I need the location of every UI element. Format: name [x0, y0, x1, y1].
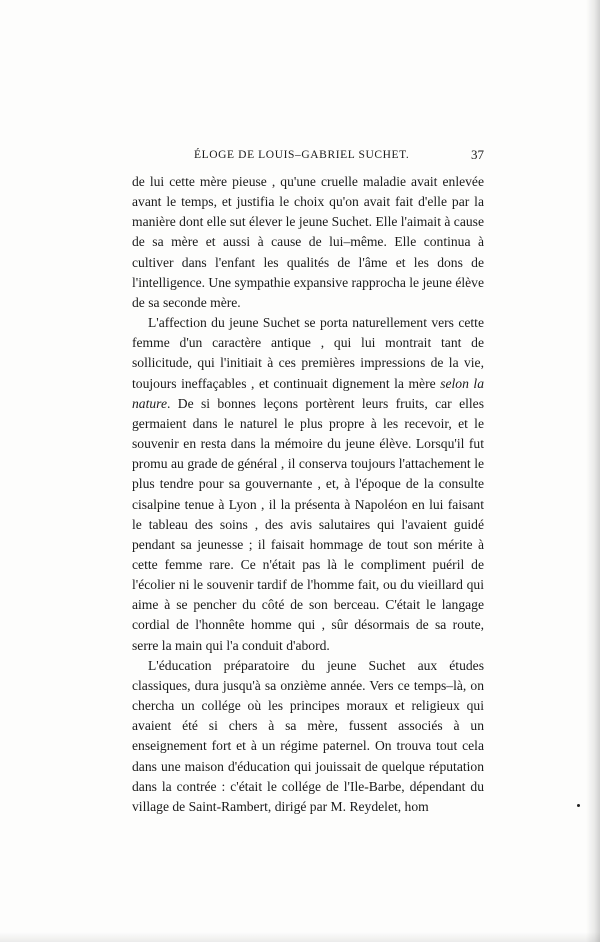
page-number: 37 [471, 147, 484, 162]
paragraph-3: L'éducation préparatoire du jeune Suchet aux études classiques, dura jusqu'à sa onzième année. Vers ce temps–là, on chercha un collége où les principes moraux et religieux qui avaient été si chers à sa mère, fussent associés à un enseignement fort et à un régime paternel. On trouva tout cela dans une maison d'éducation qui jouissait de quelque réputation dans la contrée : c'était le collége de l'Ile-Barbe, dépendant du village de Saint-Rambert, dirigé par M. Reydelet, hom [132, 657, 484, 814]
paragraph-2-text-a: L'affection du jeune Suchet se porta naturellement vers cette femme d'un caractère antique , qui lui montrait tant de sollicitude, qui l'initiait à ces premières impressions de la vie, toujours ineffaçables , et continuait dignement la mère [132, 315, 484, 391]
paragraph-2 [132, 313, 484, 656]
body-text [132, 172, 484, 817]
paragraph-2-italic: selon la nature [132, 375, 484, 411]
page-header [132, 147, 484, 167]
paragraph-2-text-b: . De si bonnes leçons portèrent leurs fruits, car elles germaient dans le naturel le plus propre à les recevoir, et le souvenir en resta dans la mémoire du jeune élève. Lorsqu'il fut promu au grade de général , il conserva toujours l'attachement le plus tendre pour sa gouvernante , et, à l'époque de la consulte cisalpine tenue à Lyon , il la présenta à Napoléon en lui faisant le tableau des soins , des avis salutaires qui l'avaient guidé pendant sa jeunesse ; il faisait hommage de tout son mérite à cette femme rare. Ce n'était pas là le compliment puéril de l'écolier ni le souvenir tardif de l'homme fait, ou du vieillard qui aime à se pencher du côté de son berceau. C'était le langage cordial de l'honnête homme qui , sûr désormais de sa route, serre la main qui l'a conduit d'abord. [132, 395, 484, 653]
ink-speck [577, 804, 580, 807]
page-edge-shadow [586, 0, 600, 942]
paragraph-1: de lui cette mère pieuse , qu'une cruelle maladie avait enlevée avant le temps, et justifia le choix qu'on avait fait d'elle par la manière dont elle sut élever le jeune Suchet. Elle l'aimait à cause de sa mère et aussi à cause de lui–même. Elle continua à cultiver dans l'enfant les qualités de l'âme et les dons de l'intelligence. Une sympathie expansive rapprocha le jeune élève de sa seconde mère. [132, 174, 484, 310]
running-title: ÉLOGE DE LOUIS–GABRIEL SUCHET. [194, 149, 410, 161]
page-bottom-shadow [0, 932, 600, 942]
